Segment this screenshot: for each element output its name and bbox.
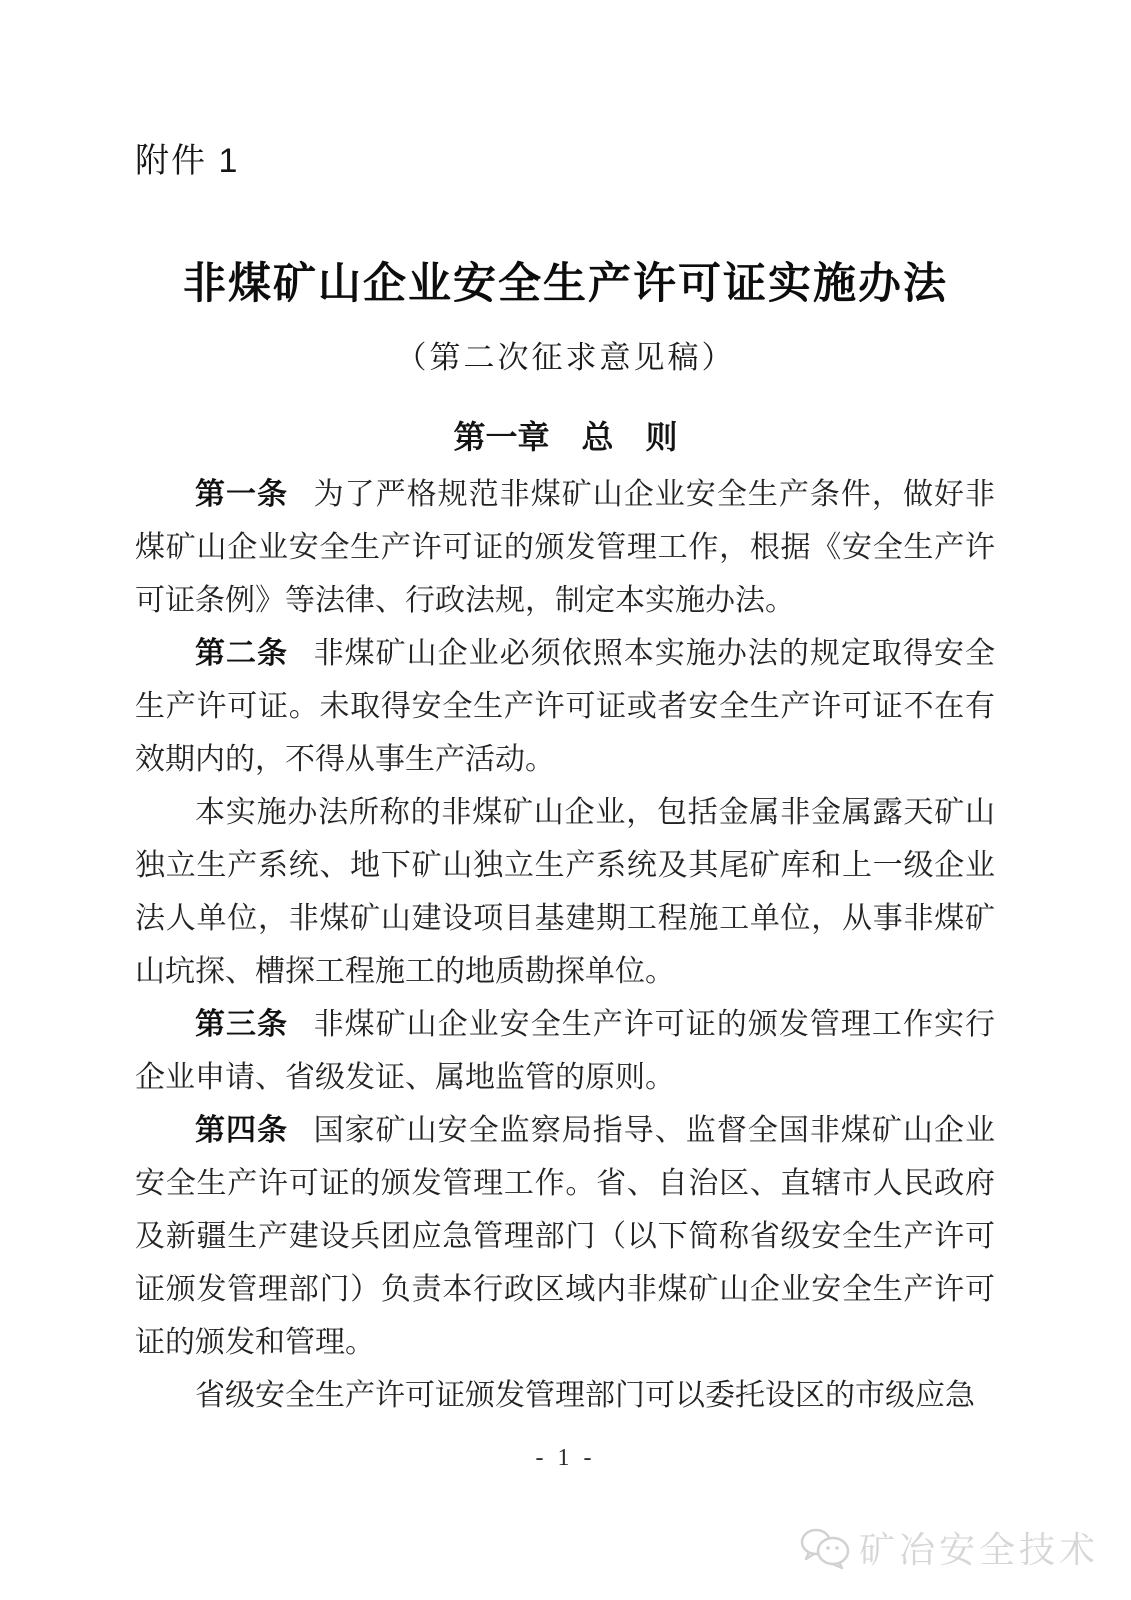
article-1-text: 为了严格规范非煤矿山企业安全生产条件，做好非煤矿山企业安全生产许可证的颁发管理工作，根据《安全生产许可证条例》等法律、行政法规，制定本实施办法。 bbox=[135, 478, 995, 617]
document-title: 非煤矿山企业安全生产许可证实施办法 bbox=[183, 261, 948, 308]
article-2-number: 第二条 bbox=[195, 637, 289, 670]
page-number: - 1 - bbox=[535, 1445, 596, 1471]
article-3-text: 非煤矿山企业安全生产许可证的颁发管理工作实行企业申请、省级发证、属地监管的原则。 bbox=[135, 1008, 995, 1094]
article-2-continued-text: 本实施办法所称的非煤矿山企业，包括金属非金属露天矿山独立生产系统、地下矿山独立生产系统及其尾矿库和上一级企业法人单位，非煤矿山建设项目基建期工程施工单位，从事非煤矿山坑探、槽探工程施工的地质勘探单位。 bbox=[135, 796, 995, 988]
paragraph-article-1 bbox=[135, 468, 995, 627]
attachment-label: 附件 1 bbox=[135, 142, 240, 180]
chapter-heading: 第一章 总 则 bbox=[453, 419, 678, 455]
paragraph-article-3 bbox=[135, 998, 995, 1104]
article-4-continued-text: 省级安全生产许可证颁发管理部门可以委托设区的市级应急 bbox=[195, 1379, 975, 1412]
paragraph-article-2 bbox=[135, 627, 995, 786]
article-4-text: 国家矿山安全监察局指导、监督全国非煤矿山企业安全生产许可证的颁发管理工作。省、自治区、直辖市人民政府及新疆生产建设兵团应急管理部门（以下简称省级安全生产许可证颁发管理部门）负责本行政区域内非煤矿山企业安全生产许可证的颁发和管理。 bbox=[135, 1114, 995, 1359]
paragraph-article-2-continued bbox=[135, 786, 995, 998]
document-subtitle: （第二次征求意见稿） bbox=[395, 340, 736, 375]
article-2-text: 非煤矿山企业必须依照本实施办法的规定取得安全生产许可证。未取得安全生产许可证或者安全生产许可证不在有效期内的，不得从事生产活动。 bbox=[135, 637, 995, 776]
article-1-number: 第一条 bbox=[195, 478, 289, 511]
paragraph-article-4 bbox=[135, 1104, 995, 1369]
article-3-number: 第三条 bbox=[195, 1008, 289, 1041]
article-4-number: 第四条 bbox=[195, 1114, 289, 1147]
document-body bbox=[135, 468, 995, 1422]
paragraph-article-4-continued bbox=[135, 1369, 995, 1422]
wechat-icon bbox=[799, 1526, 851, 1570]
watermark bbox=[799, 1522, 1099, 1573]
watermark-text: 矿冶安全技术 bbox=[858, 1529, 1099, 1570]
